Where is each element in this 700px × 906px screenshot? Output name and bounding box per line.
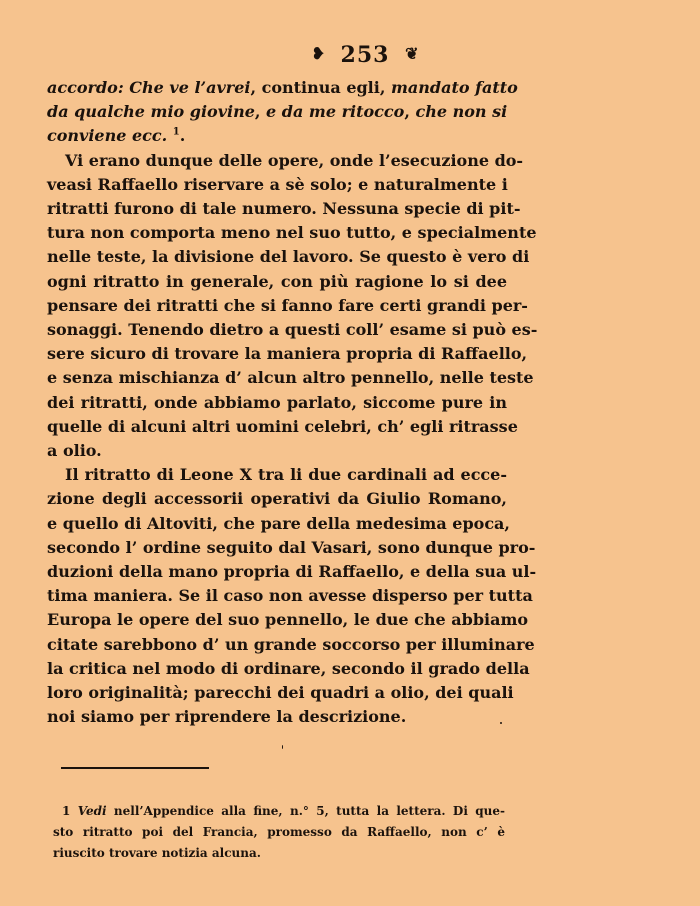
text-run: Il ritratto di Leone X tra li due cardinali ad ecce- — [65, 465, 507, 485]
text-run: loro originalità; parecchi dei quadri a olio, dei quali — [47, 683, 514, 703]
text-run: , — [254, 102, 267, 122]
italic-text: accordo: Che ve l’avrei — [47, 78, 251, 97]
text-run: sto ritratto poi del Francia, promesso da Raffaello, non c’ è — [53, 825, 505, 839]
text-line — [47, 560, 537, 584]
main-text — [47, 76, 538, 729]
text-run: quelle di alcuni altri uomini celebri, ch’ egli ritrasse — [47, 416, 518, 436]
text-line — [47, 270, 507, 294]
italic-text: che non si — [415, 102, 508, 122]
text-line — [47, 512, 510, 536]
text-line — [47, 366, 534, 390]
text-line — [47, 100, 507, 124]
text-line — [47, 342, 528, 366]
text-line — [47, 149, 524, 173]
text-run: dei ritratti, onde abbiamo parlato, siccome pure in — [47, 392, 507, 412]
text-line — [47, 681, 514, 705]
text-line — [47, 221, 537, 245]
text-run: zione degli accessorii operativi da Giulio Romano, — [47, 489, 507, 509]
text-line — [47, 584, 533, 608]
text-run: sonaggi. Tenendo dietro a questi coll’ esame si può es- — [47, 320, 538, 340]
text-run: veasi Raffaello riservare a sè solo; e naturalmente i — [47, 174, 508, 194]
text-run: a olio. — [47, 441, 102, 461]
text-line — [47, 173, 507, 197]
stray-mark — [500, 722, 502, 724]
text-run: , — [404, 102, 416, 122]
text-run: duzioni della mano propria di Raffaello, e della sua ul- — [47, 562, 537, 582]
text-line — [47, 124, 507, 148]
italic-text: e da me ritocco — [266, 102, 405, 122]
footnote-line — [53, 843, 505, 864]
text-line — [47, 536, 536, 560]
page-number: 253 — [340, 42, 390, 68]
text-line — [47, 76, 518, 100]
text-run: , continua egli, — [250, 78, 391, 97]
text-run: la critica nel modo di ordinare, secondo il grado della — [47, 658, 530, 678]
footnote-line — [53, 822, 505, 843]
italic-text: Vedi — [77, 804, 107, 818]
footnote-marker: 1 — [172, 127, 180, 139]
text-run: tura non comporta meno nel suo tutto, e specialmente — [47, 223, 537, 243]
text-line — [47, 318, 538, 342]
text-run: sere sicuro di trovare la maniera propria di Raffaello, — [47, 344, 528, 364]
text-line — [47, 294, 528, 318]
text-line — [47, 391, 507, 415]
italic-text: mandato fatto — [390, 78, 518, 97]
text-line — [47, 608, 529, 632]
left-ornament-icon: ❥ — [311, 44, 325, 63]
italic-text: conviene ecc. — [47, 126, 168, 146]
text-run: Vi erano dunque delle opere, onde l’esecuzione do- — [65, 150, 524, 170]
footnote-separator — [61, 767, 209, 769]
text-run: ritratti furono di tale numero. Nessuna specie di pit- — [47, 199, 521, 219]
text-run: e quello di Altoviti, che pare della medesima epoca, — [47, 513, 510, 533]
text-run: nell’Appendice alla fine, n.° 5, tutta la lettera. Di que- — [106, 804, 506, 818]
text-line — [47, 415, 518, 439]
text-run: noi siamo per riprendere la descrizione. — [47, 707, 407, 727]
footnote — [53, 801, 505, 864]
text-line — [47, 633, 535, 657]
text-line — [47, 657, 530, 681]
page-header — [0, 42, 700, 69]
text-line — [47, 245, 530, 269]
right-ornament-icon: ❦ — [405, 44, 419, 63]
text-run: nelle teste, la divisione del lavoro. Se questo è vero di — [47, 247, 530, 267]
text-line — [47, 463, 507, 487]
text-run: . — [179, 126, 186, 146]
text-run: 1 — [62, 804, 78, 818]
text-line — [47, 705, 507, 729]
text-run: pensare dei ritratti che si fanno fare certi grandi per- — [47, 295, 528, 315]
footnote-line — [53, 801, 505, 822]
text-run: Europa le opere del suo pennello, le due che abbiamo — [47, 610, 529, 630]
text-run: e senza mischianza d’ alcun altro pennello, nelle teste — [47, 368, 534, 388]
text-line — [47, 197, 521, 221]
stray-mark — [282, 745, 283, 749]
text-run: ogni ritratto in generale, con più ragione lo si dee — [47, 271, 507, 291]
text-run: secondo l’ ordine seguito dal Vasari, sono dunque pro- — [47, 537, 536, 557]
text-line — [47, 439, 507, 463]
text-run: riuscito trovare notizia alcuna. — [53, 846, 261, 860]
italic-text: da qualche mio giovine — [47, 102, 255, 122]
text-run: tima maniera. Se il caso non avesse disperso per tutta — [47, 586, 533, 606]
text-run: citate sarebbono d’ un grande soccorso per illuminare — [47, 634, 535, 654]
text-line — [47, 487, 507, 511]
